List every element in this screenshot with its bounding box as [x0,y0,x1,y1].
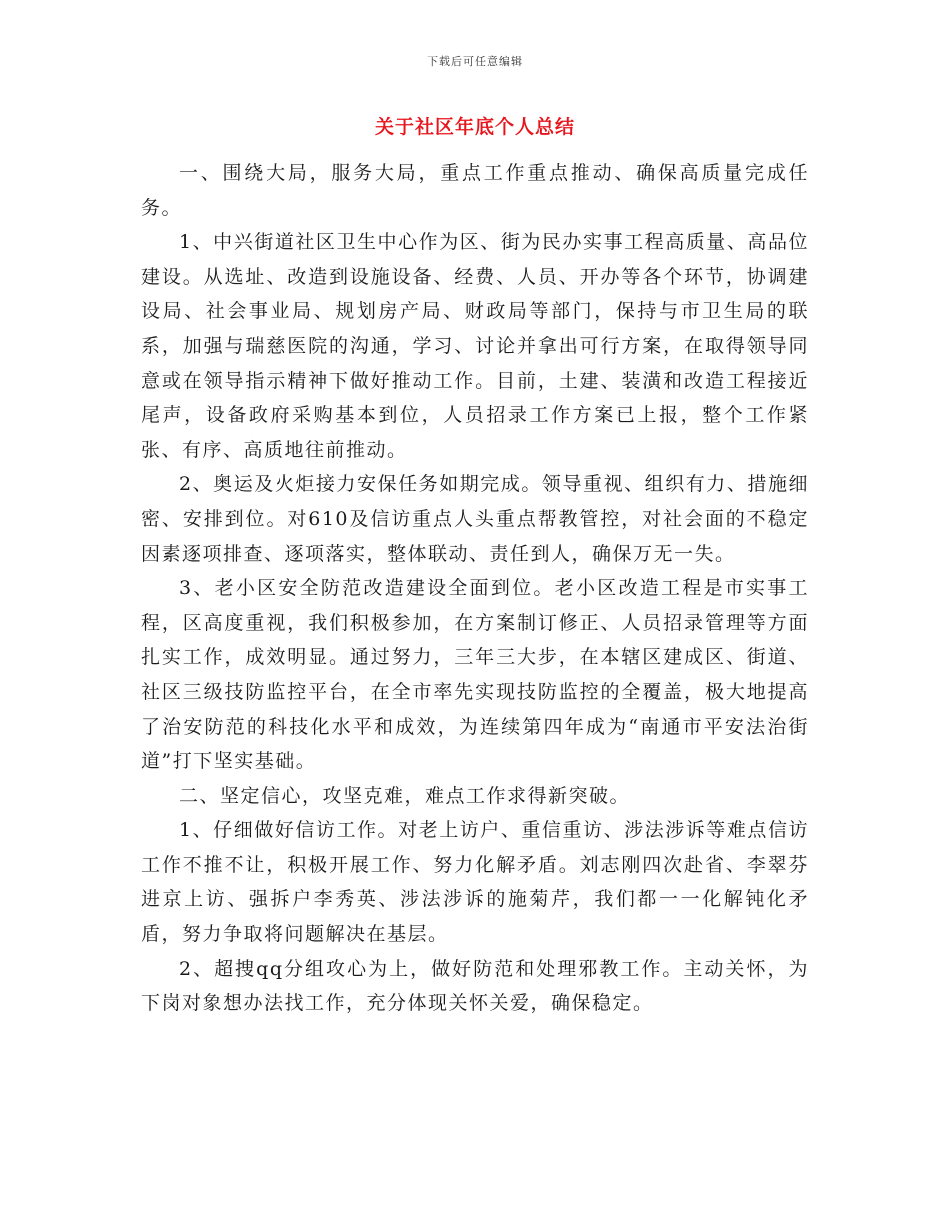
document-title: 关于社区年底个人总结 [374,116,575,138]
document-body [141,156,809,1021]
header-note: 下载后可任意编辑 [427,55,523,68]
body-paragraph: 2、奥运及火炬接力安保任务如期完成。领导重视、组织有力、措施细密、安排到位。对610及信访重点人头重点帮教管控，对社会面的不稳定因素逐项排查、逐项落实，整体联动、责任到人，确保万无一失。 [141,473,809,565]
body-paragraph: 2、超捜qq分组攻心为上，做好防范和处理邪教工作。主动关怀，为下岗对象想办法找工作，充分体现关怀关爱，确保稳定。 [141,957,809,1015]
body-paragraph: 1、仔细做好信访工作。对老上访户、重信重访、涉法涉诉等难点信访工作不推不让，积极开展工作、努力化解矛盾。刘志刚四次赴省、李翠芬进京上访、强拆户李秀英、涉法涉诉的施菊芹，我们都一一化解钝化矛盾，努力争取将问题解决在基层。 [141,819,809,946]
body-paragraph: 3、老小区安全防范改造建设全面到位。老小区改造工程是市实事工程，区高度重视，我们积极参加，在方案制订修正、人员招录管理等方面扎实工作，成效明显。通过努力，三年三大步，在本辖区建成区、街道、社区三级技防监控平台，在全市率先实现技防监控的全覆盖，极大地提高了治安防范的科技化水平和成效，为连续第四年成为“南通市平安法治街道”打下坚实基础。 [141,577,809,773]
section-heading-2: 二、坚定信心，攻坚克难，难点工作求得新突破。 [179,784,631,807]
section-heading-1: 一、围绕大局，服务大局，重点工作重点推动、确保高质量完成任务。 [141,162,809,219]
body-paragraph: 1、中兴街道社区卫生中心作为区、街为民办实事工程高质量、高品位建设。从选址、改造到设施设备、经费、人员、开办等各个环节，协调建设局、社会事业局、规划房产局、财政局等部门，保持与市卫生局的联系，加强与瑞慈医院的沟通，学习、讨论并拿出可行方案，在取得领导同意或在领导指示精神下做好推动工作。目前，土建、装潢和改造工程接近尾声，设备政府采购基本到位，人员招录工作方案已上报，整个工作紧张、有序、高质地往前推动。 [141,231,809,461]
